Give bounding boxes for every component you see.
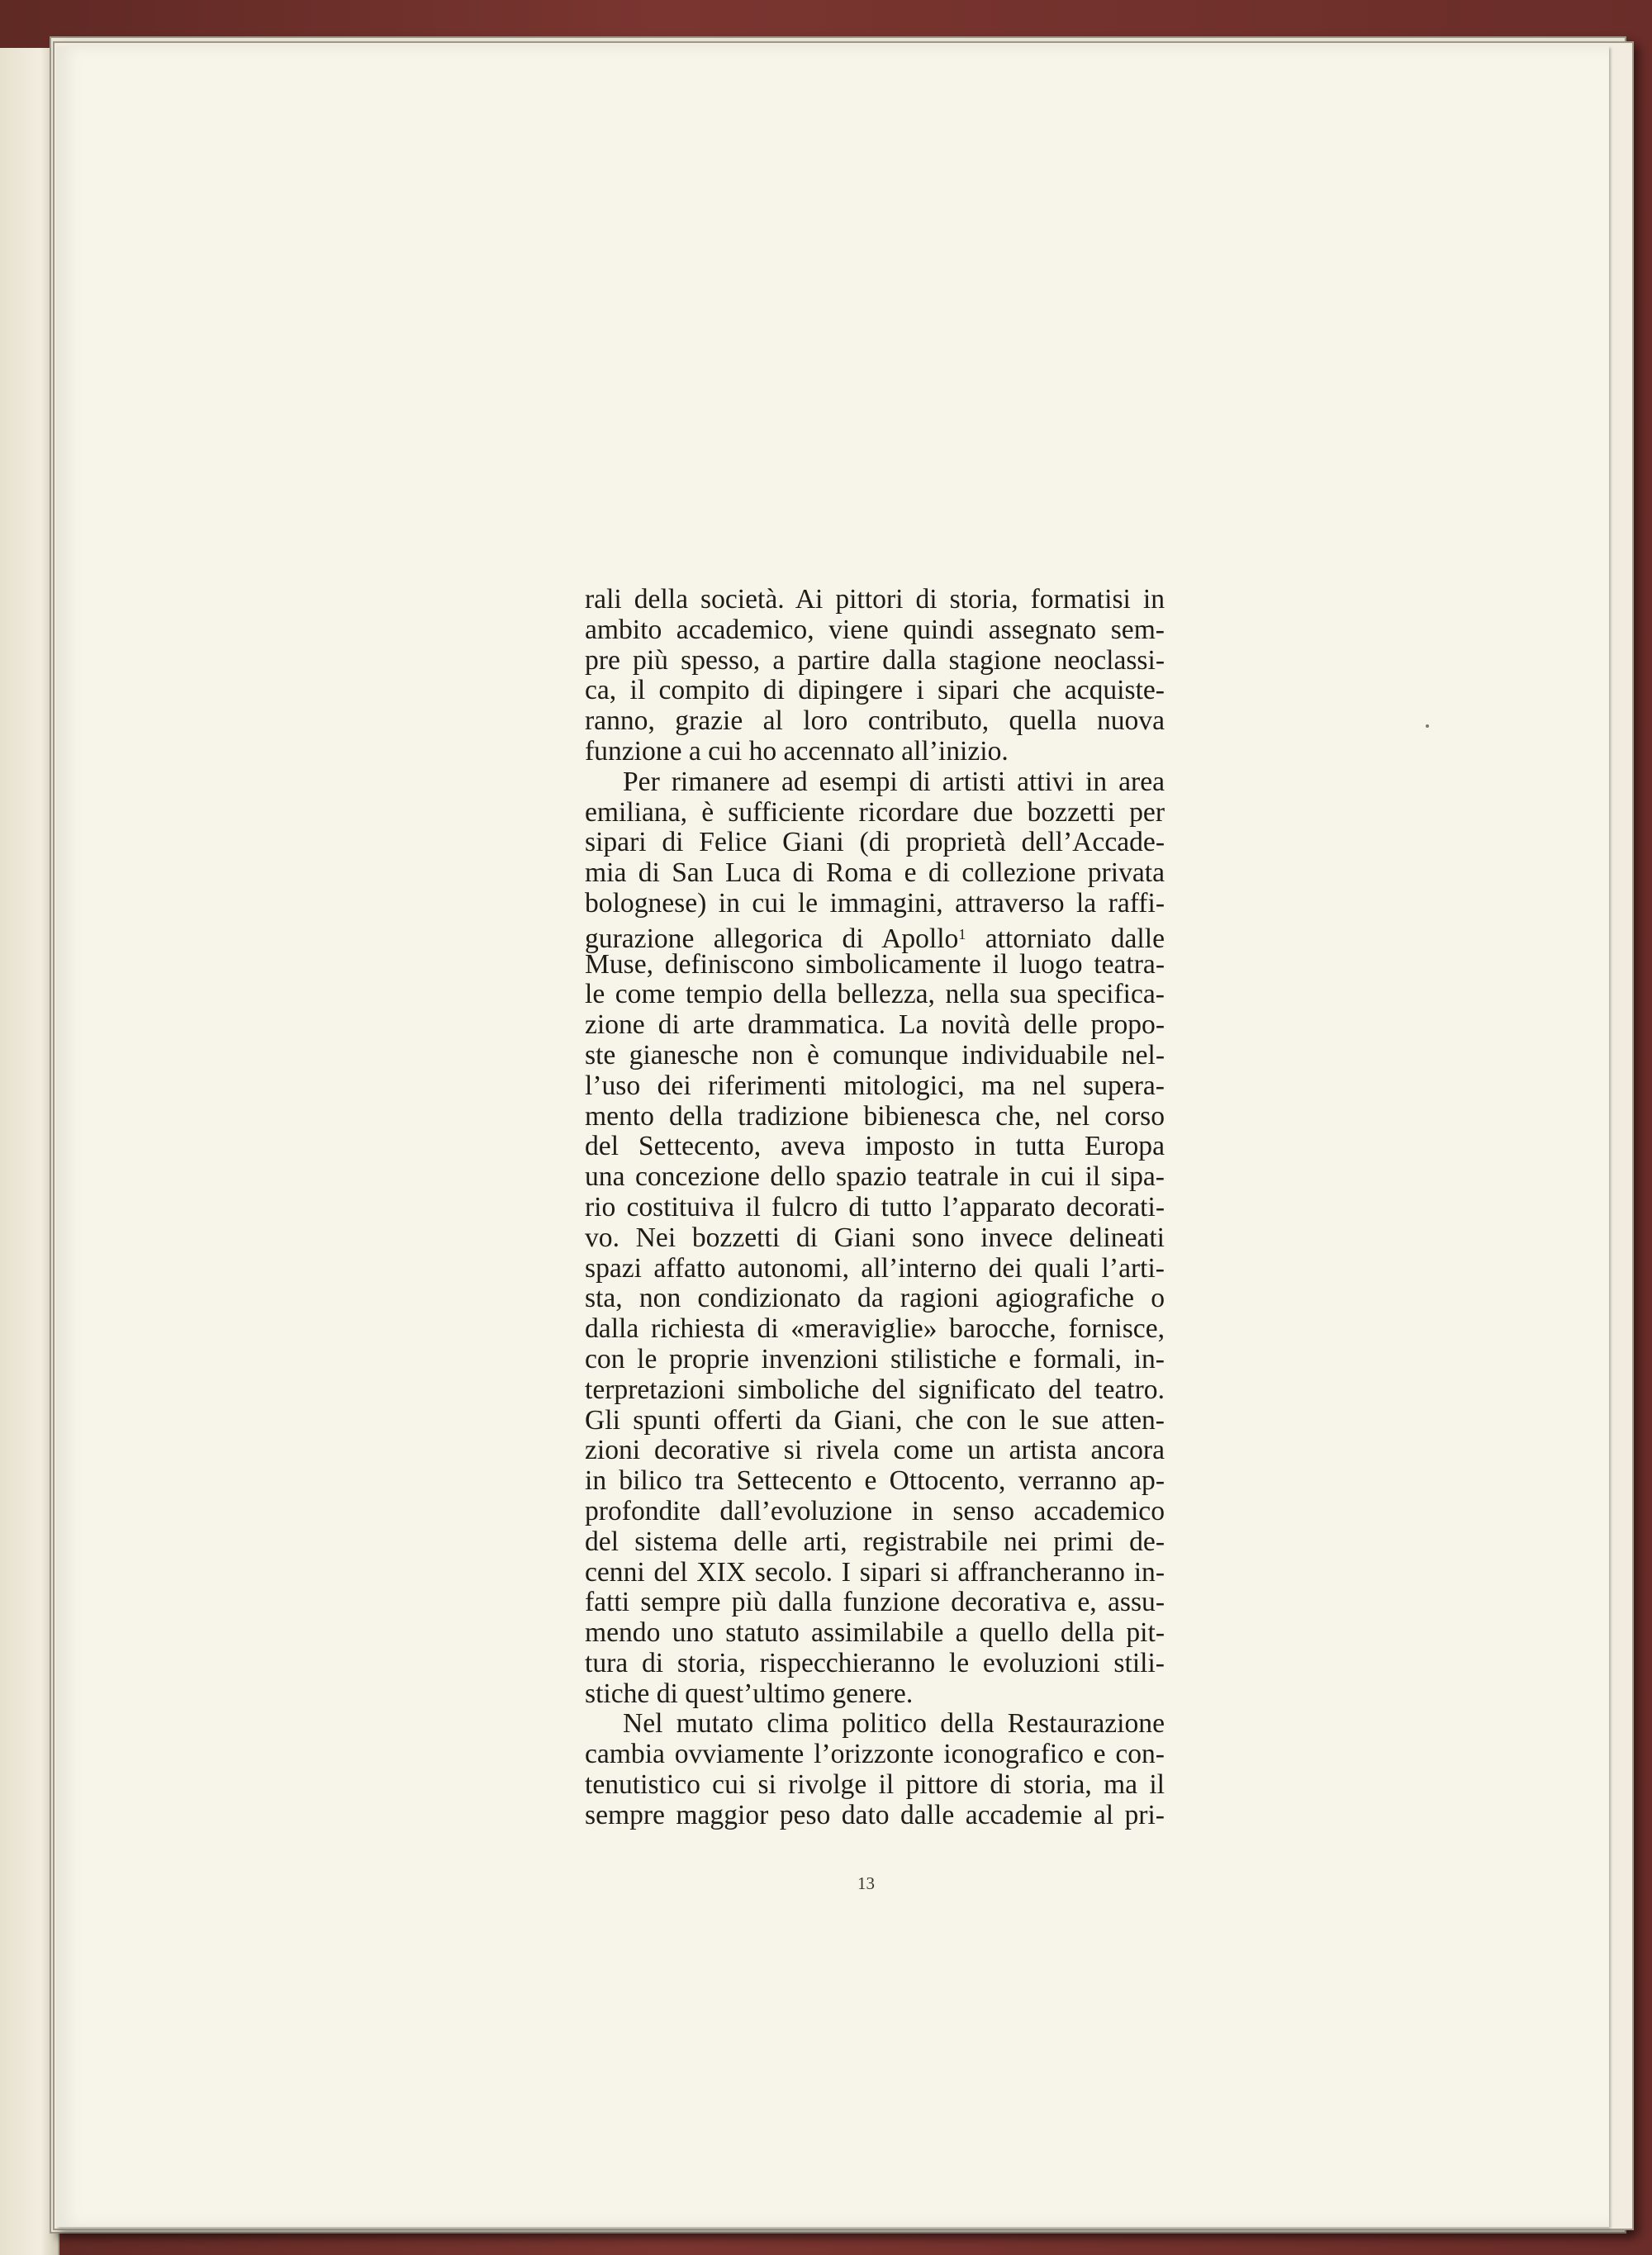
text-line: con le proprie invenzioni stilistiche e formali, in-: [585, 1343, 1165, 1374]
text-line: cenni del XIX secolo. I sipari si affrancheranno in-: [585, 1556, 1165, 1588]
text-line: ambito accademico, viene quindi assegnato sem-: [585, 614, 1165, 645]
text-line: emiliana, è sufficiente ricordare due bozzetti per: [585, 796, 1165, 828]
page-number: 13: [857, 1873, 875, 1893]
text-line: ca, il compito di dipingere i sipari che acquiste-: [585, 675, 1165, 706]
text-line: terpretazioni simboliche del significato del teatro.: [585, 1374, 1165, 1405]
paragraph-2: [585, 767, 1165, 1710]
text-line: cambia ovviamente l’orizzonte iconografico e con-: [585, 1739, 1165, 1770]
text-line: profondite dall’evoluzione in senso accademico: [585, 1495, 1165, 1526]
text-line: tenutistico cui si rivolge il pittore di storia, ma il: [585, 1769, 1165, 1801]
text-line: sta, non condizionato da ragioni agiografiche o: [585, 1283, 1165, 1314]
text-line: Per rimanere ad esempi di artisti attivi in area: [623, 766, 1165, 797]
text-line: Nel mutato clima politico della Restaurazione: [623, 1708, 1165, 1740]
body-text: [585, 585, 1165, 1831]
text-fragment: gurazione allegorica di Apollo: [585, 923, 959, 954]
text-line: ranno, grazie al loro contributo, quella nuova: [585, 705, 1165, 737]
text-line: pre più spesso, a partire dalla stagione neoclassi-: [585, 644, 1165, 676]
text-line-with-footnote: [585, 919, 1165, 954]
text-line: bolognese) in cui le immagini, attraverso la raffi-: [585, 887, 1165, 919]
text-line: zioni decorative si rivela come un artista ancora: [585, 1435, 1165, 1466]
paragraph-3: [585, 1709, 1165, 1830]
text-line: rio costituiva il fulcro di tutto l’apparato decorati-: [585, 1191, 1165, 1222]
text-line: sempre maggior peso dato dalle accademie al pri-: [585, 1799, 1165, 1830]
text-line: del Settecento, aveva imposto in tutta Europa: [585, 1131, 1165, 1162]
book-page: [56, 46, 1609, 2227]
text-line: spazi affatto autonomi, all’interno dei quali l’arti-: [585, 1252, 1165, 1284]
text-line: rali della società. Ai pittori di storia, formatisi in: [585, 584, 1165, 615]
text-line: sipari di Felice Giani (di proprietà dell’Accade-: [585, 827, 1165, 858]
text-line: mento della tradizione bibienesca che, nel corso: [585, 1100, 1165, 1132]
paragraph-1: [585, 585, 1165, 767]
paper-speck: [1426, 724, 1429, 728]
text-line: mendo uno statuto assimilabile a quello della pit-: [585, 1617, 1165, 1649]
text-line: stiche di quest’ultimo genere.: [585, 1678, 914, 1709]
text-line: dalla richiesta di «meraviglie» barocche, fornisce,: [585, 1313, 1165, 1345]
text-line: del sistema delle arti, registrabile nei primi de-: [585, 1526, 1165, 1557]
text-line: Gli spunti offerti da Giani, che con le sue atten-: [585, 1404, 1165, 1436]
text-line: in bilico tra Settecento e Ottocento, verranno ap-: [585, 1465, 1165, 1497]
text-fragment: attorniato dalle: [985, 923, 1165, 954]
text-line: una concezione dello spazio teatrale in cui il sipa-: [585, 1161, 1165, 1193]
text-line: Muse, definiscono simbolicamente il luogo teatra-: [585, 948, 1165, 980]
footnote-marker: 1: [958, 925, 966, 942]
text-line: zione di arte drammatica. La novità delle propo-: [585, 1009, 1165, 1041]
text-line: fatti sempre più dalla funzione decorativa e, assu-: [585, 1587, 1165, 1618]
text-line: ste gianesche non è comunque individuabile nel-: [585, 1039, 1165, 1071]
text-line: mia di San Luca di Roma e di collezione privata: [585, 857, 1165, 889]
text-line: vo. Nei bozzetti di Giani sono invece delineati: [585, 1222, 1165, 1253]
text-line: le come tempio della bellezza, nella sua specifica-: [585, 979, 1165, 1010]
text-line: l’uso dei riferimenti mitologici, ma nel supera-: [585, 1070, 1165, 1101]
text-line: funzione a cui ho accennato all’inizio.: [585, 735, 1009, 767]
text-line: tura di storia, rispecchieranno le evoluzioni stili-: [585, 1647, 1165, 1678]
